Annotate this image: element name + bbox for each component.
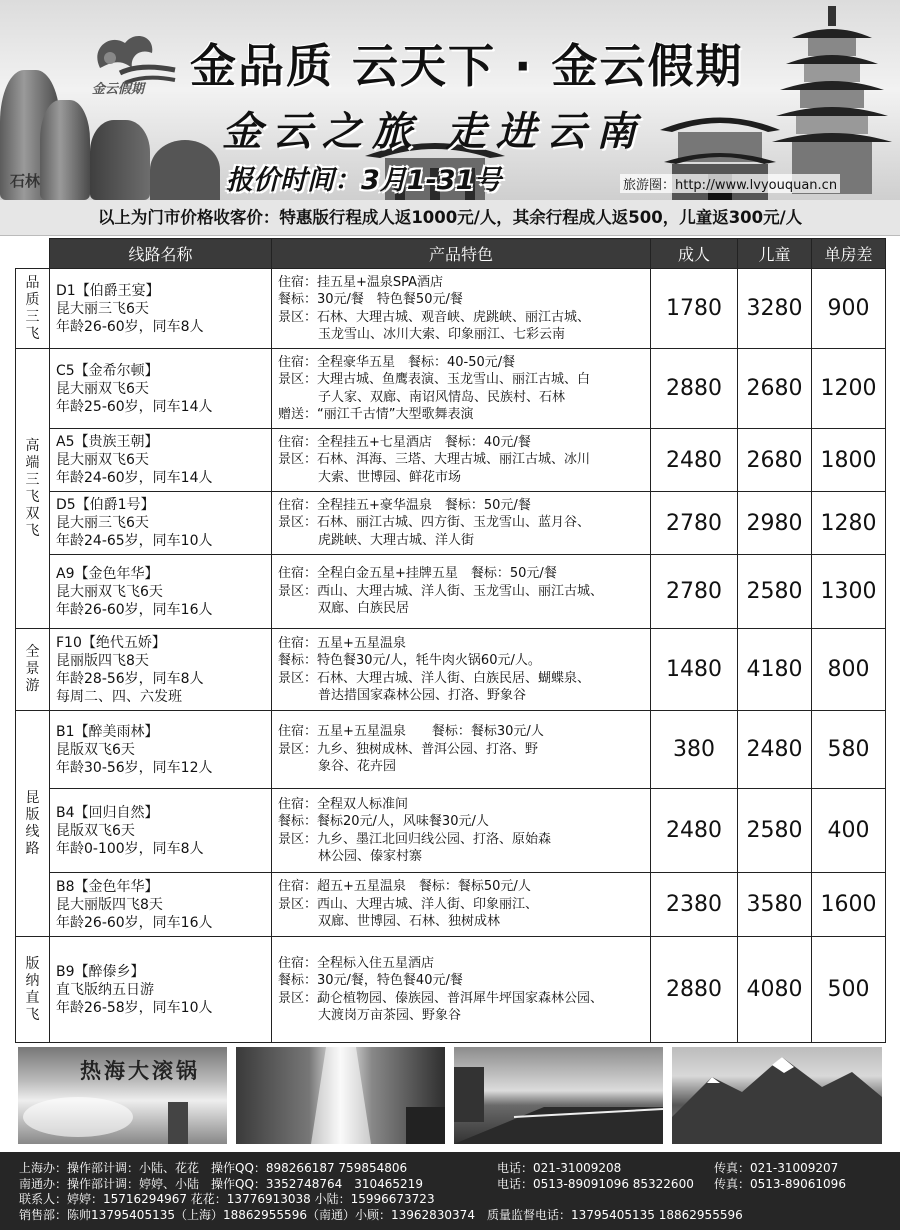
child-price: 2680	[738, 349, 812, 429]
category-cell: 高端三飞双飞	[16, 349, 50, 629]
website-link[interactable]: 旅游圈：http://www.lvyouquan.cn	[620, 174, 840, 193]
adult-price: 2780	[651, 555, 738, 629]
single-supplement: 1200	[812, 349, 886, 429]
adult-price: 2380	[651, 873, 738, 937]
route-cell: F10【绝代五娇】 昆丽版四飞8天 年龄28-56岁，同车8人 每周二、四、六发班	[50, 629, 272, 711]
route-cell: A9【金色年华】 昆大丽双飞飞6天 年龄26-60岁，同车16人	[50, 555, 272, 629]
table-row	[16, 349, 886, 429]
category-cell: 品质三飞	[16, 269, 50, 349]
footer-row-sales	[19, 1208, 889, 1223]
child-price: 2980	[738, 492, 812, 555]
child-price: 4080	[738, 937, 812, 1043]
header-banner	[0, 0, 900, 200]
col-header-features: 产品特色	[272, 239, 651, 269]
lakeside-walkway-photo	[454, 1047, 663, 1144]
features-cell: 住宿：五星+五星温泉 餐标：餐标30元/人 景区：九乡、独树成林、普洱公园、打洛、野 象谷、花卉园	[272, 711, 651, 789]
footer-row-shanghai	[19, 1161, 889, 1176]
contact-persons: 联系人：婷婷：15716294967 花花：13776913038 小陆：15996673723	[19, 1192, 435, 1206]
slogan: 金云之旅 走进云南	[222, 108, 646, 155]
route-cell: B8【金色年华】 昆大丽版四飞8天 年龄26-60岁，同车16人	[50, 873, 272, 937]
child-price: 3280	[738, 269, 812, 349]
route-cell: C5【金希尔顿】 昆大丽双飞6天 年龄25-60岁，同车14人	[50, 349, 272, 429]
route-cell: B4【回归自然】 昆版双飞6天 年龄0-100岁，同车8人	[50, 789, 272, 873]
table-row	[16, 711, 886, 789]
route-cell: D5【伯爵1号】 昆大丽三飞6天 年龄24-65岁，同车10人	[50, 492, 272, 555]
route-cell: D1【伯爵王宴】 昆大丽三飞6天 年龄26-60岁，同车8人	[50, 269, 272, 349]
adult-price: 2480	[651, 429, 738, 492]
adult-price: 2880	[651, 349, 738, 429]
nantong-phone: 电话：0513-89091096 85322600	[497, 1177, 694, 1191]
adult-price: 1780	[651, 269, 738, 349]
snow-mountain-photo	[672, 1047, 882, 1144]
features-cell: 住宿：超五+五星温泉 餐标：餐标50元/人 景区：西山、大理古城、洋人街、印象丽江、 双廊、世博园、石林、独树成林	[272, 873, 651, 937]
single-supplement: 1280	[812, 492, 886, 555]
col-header-adult: 成人	[651, 239, 738, 269]
col-header-child: 儿童	[738, 239, 812, 269]
footer-row-nantong	[19, 1177, 889, 1192]
table-row	[16, 629, 886, 711]
table-row	[16, 555, 886, 629]
col-header-single: 单房差	[812, 239, 886, 269]
adult-price: 380	[651, 711, 738, 789]
logo-text: 金云假期	[92, 82, 145, 97]
sales-department: 销售部：陈帅13795405135（上海）18862955596（南通）小顾：13962830374 质量监督电话：13795405135 18862955596	[19, 1208, 743, 1222]
price-date: 报价时间：3月1-31号	[226, 165, 502, 196]
category-cell: 昆版线路	[16, 711, 50, 937]
table-header-row	[16, 239, 886, 269]
stone-forest-sign: 石林	[10, 172, 41, 190]
adult-price: 2480	[651, 789, 738, 873]
shanghai-fax: 传真：021-31009207	[714, 1161, 839, 1175]
hot-spring-photo	[18, 1047, 227, 1144]
route-cell: A5【贵族王朝】 昆大丽双飞6天 年龄24-60岁，同车14人	[50, 429, 272, 492]
adult-price: 2880	[651, 937, 738, 1043]
features-cell: 住宿：全程挂五+豪华温泉 餐标：50元/餐 景区：石林、丽江古城、四方街、玉龙雪山、蓝月谷、 虎跳峡、大理古城、洋人街	[272, 492, 651, 555]
hot-spring-sign: 热海大滚锅	[80, 1058, 200, 1083]
child-price: 3580	[738, 873, 812, 937]
features-cell: 住宿：全程挂五+七星酒店 餐标：40元/餐 景区：石林、洱海、三塔、大理古城、丽江古城、冰川 大索、世博园、鲜花市场	[272, 429, 651, 492]
category-cell: 全景游	[16, 629, 50, 711]
category-cell: 版纳直飞	[16, 937, 50, 1043]
features-cell: 住宿：全程双人标准间 餐标：餐标20元/人，风味餐30元/人 景区：九乡、墨江北回归线公园、打洛、原始森 林公园、傣家村寨	[272, 789, 651, 873]
route-cell: B1【醉美雨林】 昆版双飞6天 年龄30-56岁，同车12人	[50, 711, 272, 789]
features-cell: 住宿：全程豪华五星 餐标：40-50元/餐 景区：大理古城、鱼鹰表演、玉龙雪山、丽江古城、白 子人家、双廊、南诏风情岛、民族村、石林 赠送：“丽江千古情”大型歌舞表演	[272, 349, 651, 429]
child-price: 2580	[738, 555, 812, 629]
corner-cell	[16, 239, 50, 269]
nantong-office: 南通办：操作部计调：婷婷、小陆 操作QQ：3352748764 310465219	[19, 1177, 423, 1191]
shanghai-office: 上海办：操作部计调：小陆、花花 操作QQ：898266187 759854806	[19, 1161, 408, 1175]
child-price: 2680	[738, 429, 812, 492]
footer-row-contacts	[19, 1192, 889, 1207]
child-price: 2580	[738, 789, 812, 873]
adult-price: 1480	[651, 629, 738, 711]
table-row	[16, 269, 886, 349]
table-row	[16, 789, 886, 873]
single-supplement: 580	[812, 711, 886, 789]
pagoda-image	[772, 6, 892, 194]
price-table	[15, 238, 886, 1043]
waterfall-photo	[236, 1047, 445, 1144]
col-header-route: 线路名称	[50, 239, 272, 269]
features-cell: 住宿：全程白金五星+挂牌五星 餐标：50元/餐 景区：西山、大理古城、洋人街、玉龙雪山、丽江古城、 双廊、白族民居	[272, 555, 651, 629]
main-title: 金品质 云天下 · 金云假期	[190, 39, 744, 93]
rebate-notice: 以上为门市价格收客价：特惠版行程成人返1000元/人，其余行程成人返500，儿童返300元/人	[0, 200, 900, 236]
single-supplement: 1600	[812, 873, 886, 937]
contact-footer	[0, 1152, 900, 1230]
table-row	[16, 937, 886, 1043]
single-supplement: 400	[812, 789, 886, 873]
single-supplement: 900	[812, 269, 886, 349]
table-row	[16, 429, 886, 492]
features-cell: 住宿：五星+五星温泉 餐标：特色餐30元/人，牦牛肉火锅60元/人。 景区：石林、大理古城、洋人街、白族民居、蝴蝶泉、 普达措国家森林公园、打洛、野象谷	[272, 629, 651, 711]
child-price: 2480	[738, 711, 812, 789]
features-cell: 住宿：全程标入住五星酒店 餐标：30元/餐，特色餐40元/餐 景区：勐仑植物园、傣族园、普洱犀牛坪国家森林公园、 大渡岗万亩茶园、野象谷	[272, 937, 651, 1043]
photo-strip	[18, 1047, 882, 1144]
table-row	[16, 873, 886, 937]
nantong-fax: 传真：0513-89061096	[714, 1177, 846, 1191]
single-supplement: 800	[812, 629, 886, 711]
shanghai-phone: 电话：021-31009208	[497, 1161, 622, 1175]
route-cell: B9【醉傣乡】 直飞版纳五日游 年龄26-58岁，同车10人	[50, 937, 272, 1043]
single-supplement: 500	[812, 937, 886, 1043]
child-price: 4180	[738, 629, 812, 711]
adult-price: 2780	[651, 492, 738, 555]
single-supplement: 1300	[812, 555, 886, 629]
table-row	[16, 492, 886, 555]
features-cell: 住宿：挂五星+温泉SPA酒店 餐标：30元/餐 特色餐50元/餐 景区：石林、大理古城、观音峡、虎跳峡、丽江古城、 玉龙雪山、冰川大索、印象丽江、七彩云南	[272, 269, 651, 349]
single-supplement: 1800	[812, 429, 886, 492]
